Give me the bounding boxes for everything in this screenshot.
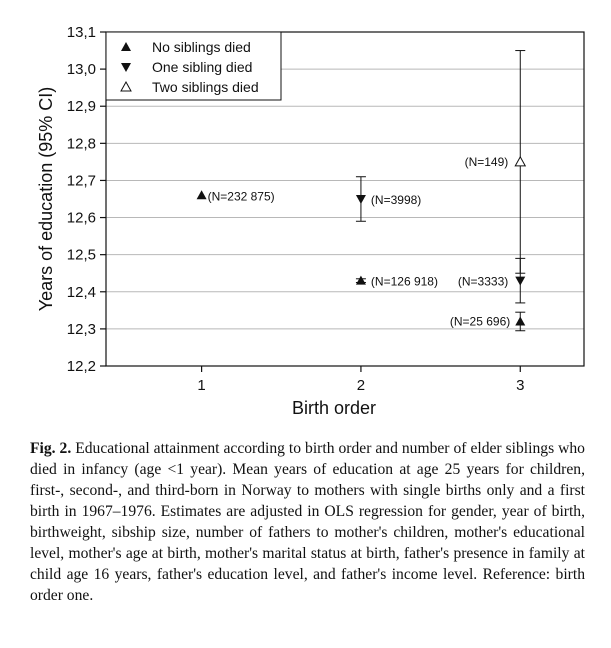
legend-label: One sibling died [152, 59, 253, 75]
y-tick-label: 12,8 [66, 135, 96, 153]
legend-label: Two siblings died [152, 79, 259, 95]
data-label: (N=126 918) [370, 274, 438, 289]
data-point [515, 157, 525, 166]
y-tick-label: 12,5 [66, 246, 96, 264]
data-point [356, 276, 366, 285]
grid-layer [106, 69, 584, 329]
data-label: (N=25 696) [449, 314, 511, 329]
data-label: (N=3333) [457, 274, 509, 289]
y-tick-label: 13,1 [66, 24, 96, 41]
data-label: (N=149) [464, 154, 509, 169]
x-tick-label: 3 [516, 377, 525, 394]
caption-text: Educational attainment according to birth order and number of elder siblings who died in infancy (age <1 year). Mean years of education at age 25 years for children, first-, second-, and third-born in Norway to mothers with single births only and a first birth in 1967–1976. Estimates are adjusted in OLS regression for gender, year of birth, birthweight, sibship size, number of fathers to mother's children, mother's educational level, mother's age at birth, mother's marital status at birth, father's presence in family at child age 16 years, father's education level, and father's income level. Reference: birth order one. [30, 440, 585, 604]
x-tick-label: 2 [356, 377, 366, 394]
y-tick-label: 12,3 [66, 320, 96, 338]
data-point [356, 195, 366, 204]
legend [106, 32, 281, 100]
y-tick-label: 12,9 [66, 98, 96, 116]
caption-label: Fig. 2. [30, 440, 72, 457]
y-tick-label: 12,2 [66, 358, 96, 375]
x-tick-label: 1 [197, 377, 206, 394]
y-tick-label: 12,4 [66, 283, 96, 301]
y-tick-label: 13,0 [66, 61, 96, 79]
data-point [515, 277, 525, 286]
x-axis-title: Birth order [291, 398, 377, 418]
data-point [197, 190, 207, 199]
y-tick-label: 12,7 [66, 172, 96, 190]
data-point [515, 316, 525, 325]
data-label: (N=232 875) [207, 189, 275, 204]
y-axis-title: Years of education (95% CI) [36, 86, 56, 312]
figure-caption [30, 438, 585, 606]
data-label: (N=3998) [370, 193, 422, 207]
legend-label: No siblings died [152, 39, 251, 55]
y-tick-label: 12,6 [66, 209, 96, 227]
